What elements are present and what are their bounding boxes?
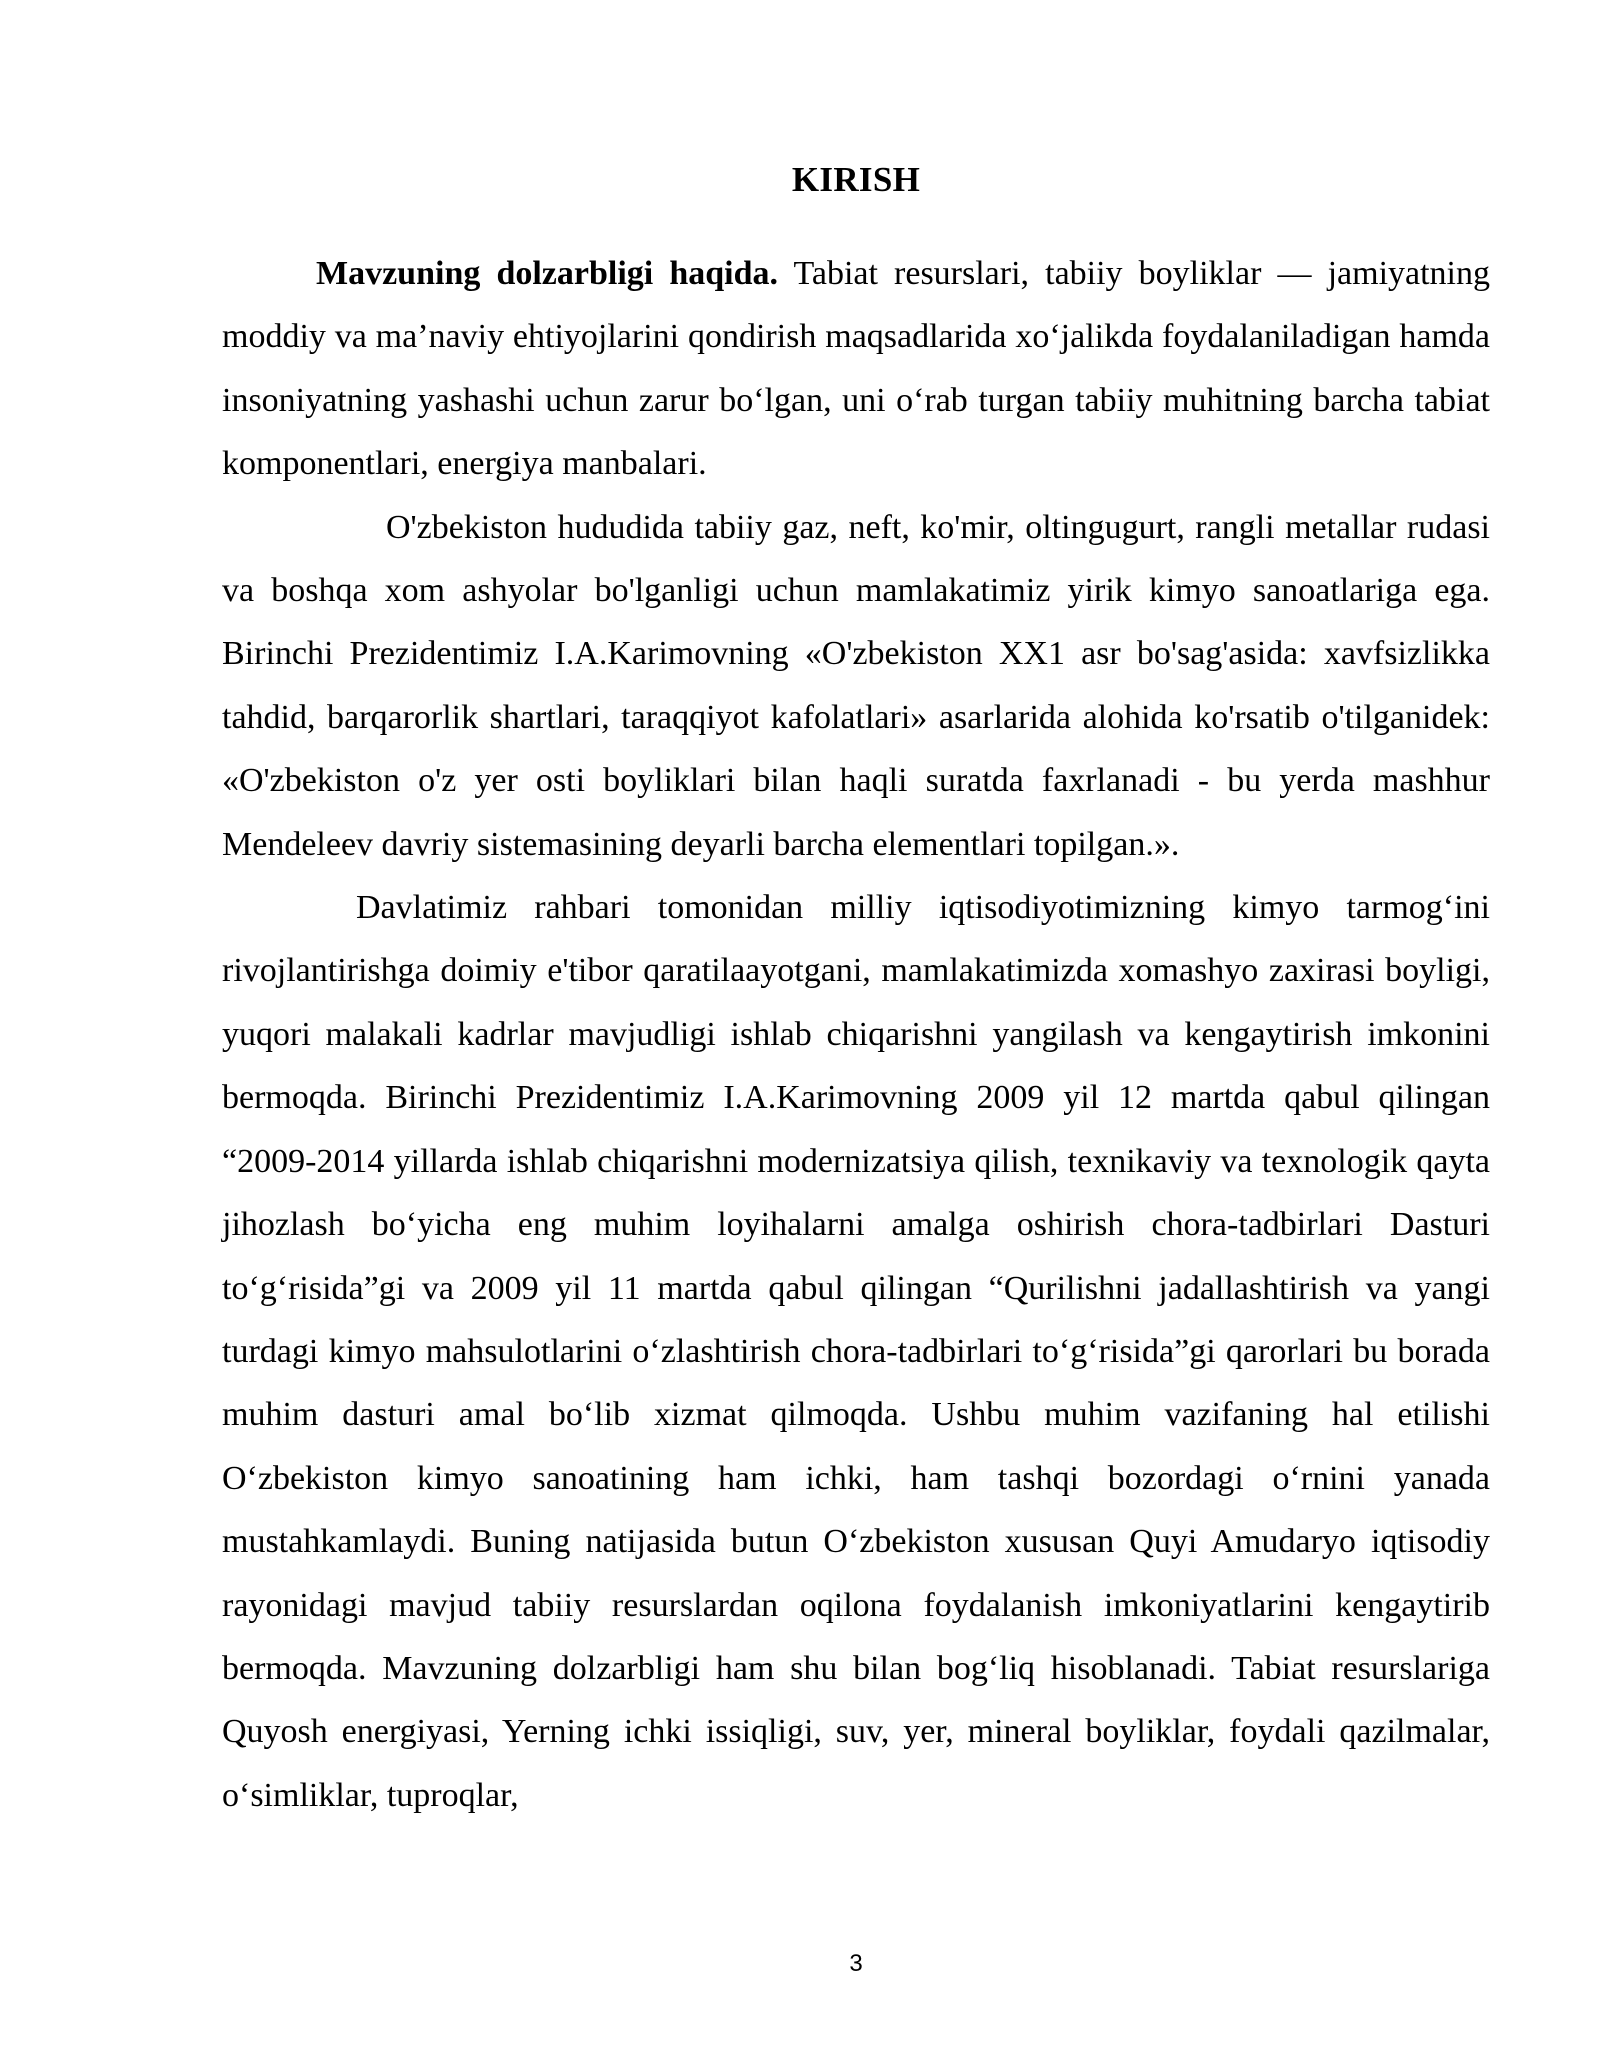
- paragraph-lead-heading: Mavzuning dolzarbligi haqida.: [316, 255, 778, 292]
- paragraph-text: Tabiat resurslari, tabiiy boyliklar — jamiyatning moddiy va ma’naviy ehtiyojlarini qondirish maqsadlarida xo‘jalikda foydalaniladigan hamda insoniyatning yashashi uchun zarur bo‘lgan, uni o‘rab turgan tabiiy muhitning barcha tabiat komponentlari, energiya manbalari.: [222, 255, 1490, 483]
- paragraph-resources: O'zbekiston hududida tabiiy gaz, neft, ko'mir, oltingugurt, rangli metallar rudasi va boshqa xom ashyolar bo'lganligi uchun mamlakatimiz yirik kimyo sanoatlariga ega. Birinchi Prezidentimiz I.A.Karimovning «O'zbekiston XX1 asr bo'sag'asida: xavfsizlikka tahdid, barqarorlik shartlari, taraqqiyot kafolatlari» asarlarida alohida ko'rsatib o'tilganidek: «O'zbekiston o'z yer osti boyliklari bilan haqli suratda faxrlanadi - bu yerda mashhur Mendeleev davriy sistemasining deyarli barcha elementlari topilgan.».: [222, 508, 1490, 863]
- document-body: [222, 242, 1490, 1827]
- page-number: 3: [849, 1950, 863, 1977]
- page-title: KIRISH: [791, 160, 921, 199]
- paragraph-chemical-industry: Davlatimiz rahbari tomonidan milliy iqtisodiyotimizning kimyo tarmog‘ini rivojlantirishga doimiy e'tibor qaratilaayotgani, mamlakatimizda xomashyo zaxirasi boyligi, yuqori malakali kadrlar mavjudligi ishlab chiqarishni yangilash va kengaytirish imkonini bermoqda. Birinchi Prezidentimiz I.A.Karimovning 2009 yil 12 martda qabul qilingan “2009-2014 yillarda ishlab chiqarishni modernizatsiya qilish, texnikaviy va texnologik qayta jihozlash bo‘yicha eng muhim loyihalarni amalga oshirish chora-tadbirlari Dasturi to‘g‘risida”gi va 2009 yil 11 martda qabul qilingan “Qurilishni jadallashtirish va yangi turdagi kimyo mahsulotlarini o‘zlashtirish chora-tadbirlari to‘g‘risida”gi qarorlari bu borada muhim dasturi amal bo‘lib xizmat qilmoqda. Ushbu muhim vazifaning hal etilishi O‘zbekiston kimyo sanoatining ham ichki, ham tashqi bozordagi o‘rnini yanada mustahkamlaydi. Buning natijasida butun O‘zbekiston xususan Quyi Amudaryo iqtisodiy rayonidagi mavjud tabiiy resurslardan oqilona foydalanish imkoniyatlarini kengaytirib bermoqda. Mavzuning dolzarbligi ham shu bilan bog‘liq hisoblanadi. Tabiat resurslariga Quyosh energiyasi, Yerning ichki issiqligi, suv, yer, mineral boyliklar, foydali qazilmalar, o‘simliklar, tuproqlar,: [222, 889, 1490, 1814]
- paragraph-relevance: [222, 242, 1490, 496]
